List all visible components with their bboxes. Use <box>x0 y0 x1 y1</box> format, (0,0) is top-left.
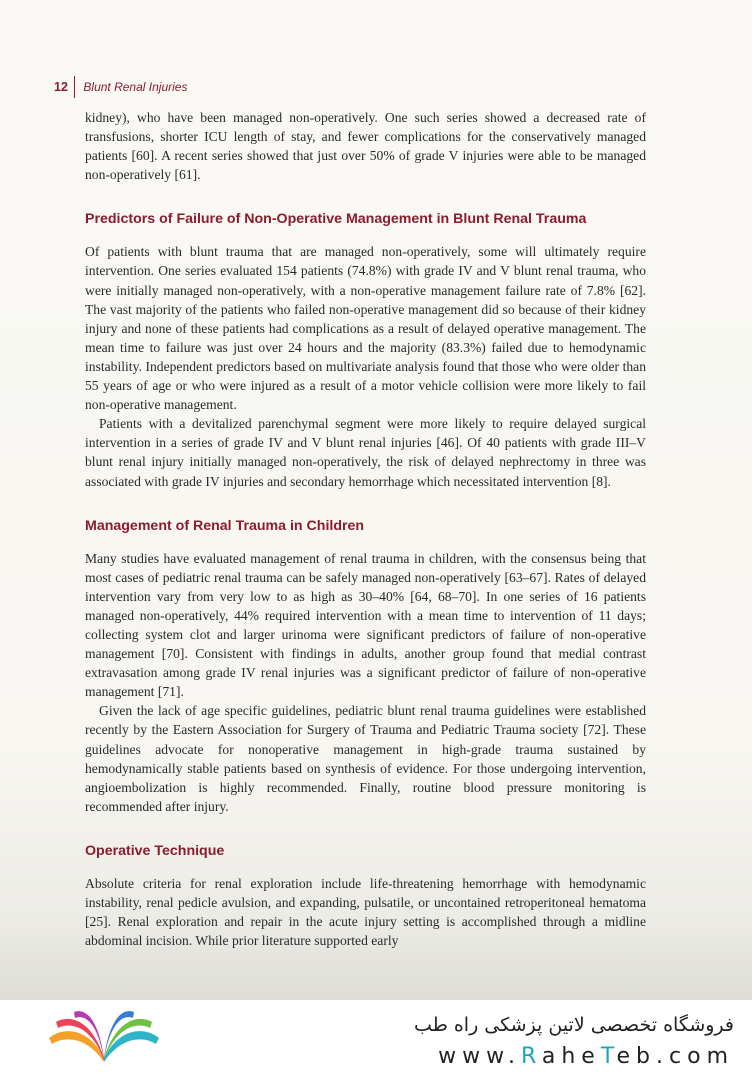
page-number: 12 <box>54 80 68 94</box>
section-heading-predictors: Predictors of Failure of Non-Operative Management in Blunt Renal Trauma <box>85 211 587 228</box>
running-head <box>54 76 187 98</box>
paragraph: Absolute criteria for renal exploration include life-threatening hemorrhage with hemodynamic instability, renal pedicle avulsion, and expanding, pulsatile, or uncontained retroperitoneal hematoma [25]. Renal exploration and repair in the acute injury setting is accomplished through a midline abdominal incision. While prior literature supported early <box>85 875 646 949</box>
page-body <box>85 108 646 950</box>
url-part: eb.com <box>616 1044 734 1069</box>
header-divider <box>74 76 76 98</box>
url-part: R <box>521 1044 542 1069</box>
running-title: Blunt Renal Injuries <box>83 80 188 94</box>
paragraph: Patients with a devitalized parenchymal segment were more likely to require delayed surgical intervention in a series of grade IV and V blunt renal injuries [46]. Of 40 patients with grade III–V blunt renal injury initially managed non-operatively, the risk of delayed nephrectomy in three was associated with grade IV injuries and secondary hemorrhage which necessitated intervention [8]. <box>85 416 646 489</box>
paragraph: Given the lack of age specific guidelines, pediatric blunt renal trauma guidelines were established recently by the Eastern Association for Surgery of Trauma and Pediatric Trauma society [72]. These guidelines advocate for nonoperative management in high-grade trauma sustained by hemodynamically stable patients based on synthesis of evidence. For those undergoing intervention, angioembolization is highly recommended. Finally, routine blood pressure monitoring is recommended after injury. <box>85 703 646 814</box>
url-part: www. <box>438 1044 522 1069</box>
open-book-logo <box>44 1008 164 1072</box>
store-name-persian: فروشگاه تخصصی لاتین پزشکی راه طب <box>414 1014 734 1036</box>
paragraph: Of patients with blunt trauma that are managed non-operatively, some will ultimately require intervention. One series evaluated 154 patients (74.8%) with grade IV and V blunt renal trauma, who were initially managed non-operatively, with a non-operative management failure rate of 7.8% [62]. The vast majority of the patients who failed non-operative management did so because of their kidney injury and none of these patients had complications as a result of delayed operative management. The mean time to failure was just over 24 hours and the majority (83.3%) failed due to hemodynamic instability. Independent predictors based on multivariate analysis found that those who were older than 55 years of age or who were injured as a result of a motor vehicle collision were more likely to fail non-operative management. <box>85 244 646 413</box>
url-part: T <box>600 1044 617 1069</box>
section-heading-children: Management of Renal Trauma in Children <box>85 517 365 534</box>
paragraph: Many studies have evaluated management of renal trauma in children, with the consensus being that most cases of pediatric renal trauma can be safely managed non-operatively [63–67]. Rates of delayed intervention vary from very low to as high as 30–40% [64, 68–70]. In one series of 16 patients managed non-operatively, 44% required intervention with a mean time to intervention of 11 days; collecting system clot and larger urinoma were significant predictors of failure of non-operative management [70]. Consistent with findings in adults, another group found that medial contrast extravasation among grade IV renal injuries was a significant predictor of failure of non-operative management [71]. <box>85 550 646 700</box>
store-url <box>438 1044 734 1069</box>
paragraph: kidney), who have been managed non-operatively. One such series showed a decreased rate of transfusions, shorter ICU length of stay, and fewer complications for the conservatively managed patients [60]. A recent series showed that just over 50% of grade V injuries were able to be managed non-operatively [61]. <box>85 110 646 183</box>
section-heading-operative: Operative Technique <box>85 842 225 859</box>
url-part: ahe <box>541 1044 601 1069</box>
watermark-footer <box>0 1000 752 1079</box>
